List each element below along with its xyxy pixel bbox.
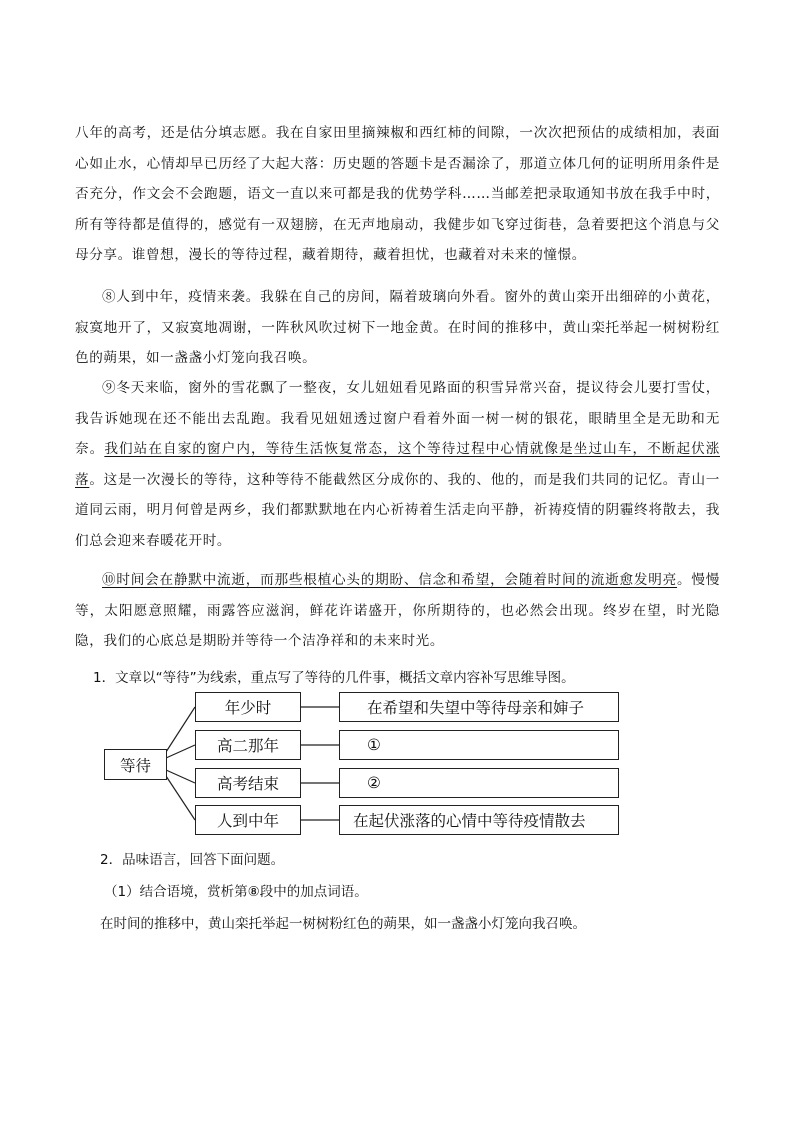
mindmap-branch-line: [166, 745, 195, 758]
mindmap-event-content: 在希望和失望中等待母亲和婶子: [339, 692, 619, 722]
text-run: ⑨冬天来临，窗外的雪花飘了一整夜，女儿妞妞看见路面的积雪异常兴奋，提议待会儿要打雪仗，我告诉她现在还不能出去乱跑。我看见妞妞透过窗户看着外面一树一树的银花，眼睛里全是无助和无奈。: [75, 380, 720, 458]
question-1-prompt: 1．文章以“等待”为线索，重点写了等待的几件事，概括文章内容补写思维导图。: [93, 670, 575, 686]
underlined-sentence: ⑩时间会在静默中流逝，而那些根植心头的期盼、信念和希望，会随着时间的流逝愈发明亮: [102, 572, 678, 588]
mindmap-branch-line: [166, 770, 195, 783]
mindmap-event-label: 年少时: [195, 692, 301, 722]
question-2-quote: 在时间的推移中，黄山栾托举起一树树粉红色的蒴果，如一盏盏小灯笼向我召唤。: [100, 916, 586, 932]
mindmap-event-content: 在起伏涨落的心情中等待疫情散去: [339, 805, 619, 835]
mindmap-branch-line: [166, 776, 195, 820]
mindmap-branch-line: [166, 707, 195, 752]
underlined-sentence: 我们站在自家的窗户内，等待生活恢复常态，这个等待过程中心情就像是坐过山车，不断起伏涨落: [75, 441, 720, 488]
answer-blank-1[interactable]: ①: [339, 730, 619, 760]
mindmap-event-label: 高二那年: [195, 730, 301, 760]
mindmap-event-label: 人到中年: [195, 805, 301, 835]
text-run: 。这是一次漫长的等待，这种等待不能截然区分成你的、我的、他的，而是我们共同的记忆。青山一道同云雨，明月何曾是两乡，我们都默默地在内心祈祷着生活走向平静，祈祷疫情的阴霾终将散去，我们总会迎来春暖花开时。: [75, 471, 720, 549]
mindmap-root-box: 等待: [104, 749, 167, 780]
text-run: 八年的高考，还是估分填志愿。我在自家田里摘辣椒和西红柿的间隙，一次次把预估的成绩相加，表面心如止水，心情却早已历经了大起大落：历史题的答题卡是否漏涂了，那道立体几何的证明所用条件是否充分，作文会不会跑题，语文一直以来可都是我的优势学科……当邮差把录取通知书放在我手中时，所有等待都是值得的，感觉有一双翅膀，在无声地扇动，我健步如飞穿过街巷，急着要把这个消息与父母分享。谁曾想，漫长的等待过程，藏着期待，藏着担忧，也藏着对未来的憧憬。: [75, 125, 720, 264]
question-2-prompt: 2．品味语言，回答下面问题。: [100, 852, 285, 868]
answer-blank-2[interactable]: ②: [339, 768, 619, 798]
text-run: ⑧人到中年，疫情来袭。我躲在自己的房间，隔着玻璃向外看。窗外的黄山栾开出细碎的小黄花，寂寞地开了，又寂寞地凋谢，一阵秋风吹过树下一地金黄。在时间的推移中，黄山栾托举起一树树粉红色的蒴果，如一盏盏小灯笼向我召唤。: [75, 289, 720, 367]
question-2-sub-1: （1）结合语境，赏析第⑧段中的加点词语。: [104, 884, 368, 900]
text-run: 。慢慢等，太阳愿意照耀，雨露答应滋润，鲜花许诺盛开，你所期待的，也必然会出现。终岁在望，时光隐隐，我们的心底总是期盼并等待一个洁净祥和的未来时光。: [75, 572, 720, 650]
mindmap-event-label: 高考结束: [195, 768, 301, 798]
